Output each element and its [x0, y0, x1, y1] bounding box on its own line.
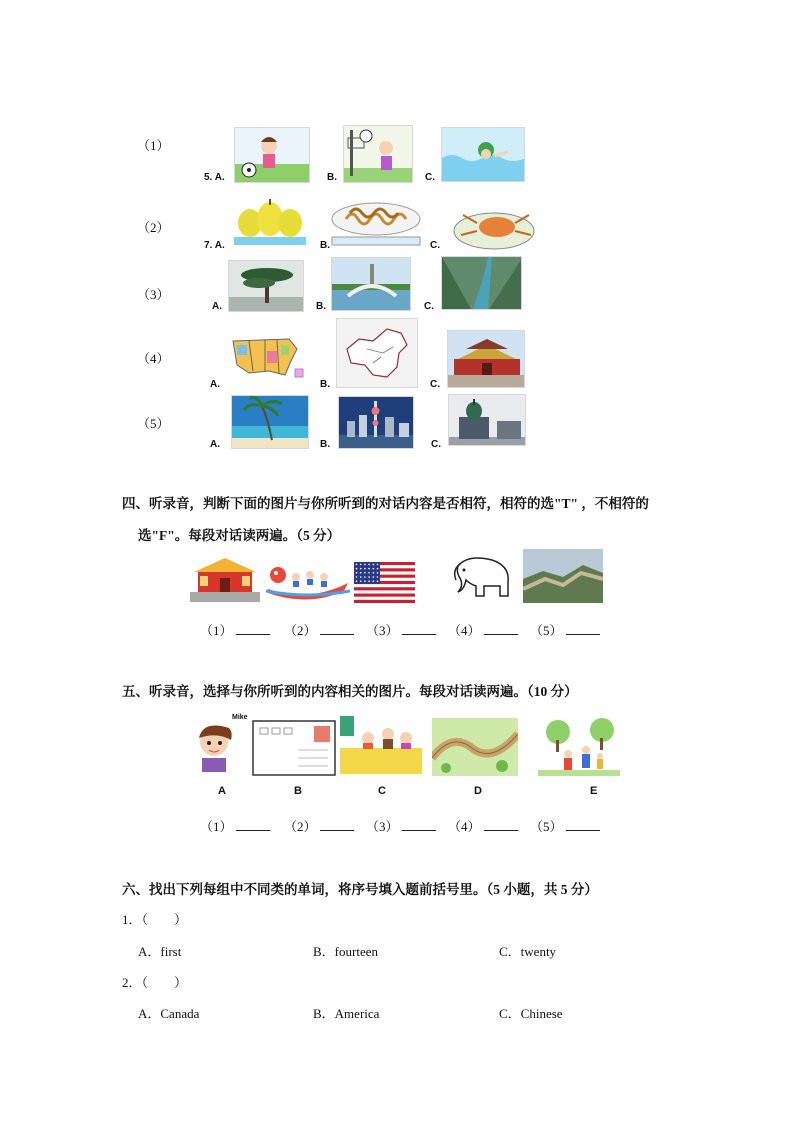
answer-blank-3[interactable]: （3）	[366, 816, 436, 835]
answer-blank-1[interactable]: （1）	[200, 816, 270, 835]
park-bridge-picture	[331, 257, 411, 311]
city-skyline-picture	[338, 396, 414, 449]
section-heading: 四、听录音，判断下面的图片与你所听到的对话内容是否相符，相符的选"T" ，不相符的	[122, 496, 649, 511]
answer-blank-4[interactable]: （4）	[448, 816, 518, 835]
boy-swimming-picture	[441, 127, 525, 182]
question-number: （3）	[137, 287, 170, 302]
family-dinner-picture	[338, 714, 424, 776]
answer-blank-2[interactable]: （2）	[284, 816, 354, 835]
china-map-picture	[336, 318, 418, 388]
option-b: B．America	[313, 1006, 380, 1021]
name-tag: Mike	[232, 714, 248, 721]
mike-boy-picture	[193, 716, 239, 774]
option-label: B.	[320, 439, 330, 450]
option-label: A.	[210, 439, 220, 450]
section-heading: 五、听录音，选择与你所听到的内容相关的图片。每段对话读两遍。（10 分）	[122, 684, 578, 699]
option-label: A.	[212, 301, 222, 312]
answer-blank-2[interactable]: （2）	[284, 620, 354, 639]
question-number: （5）	[137, 416, 170, 431]
picture-label-a: A	[218, 785, 226, 797]
cathedral-picture	[448, 394, 526, 446]
crab-dish-picture	[447, 205, 542, 252]
usa-flag-picture	[354, 562, 415, 603]
family-park-picture	[538, 718, 620, 776]
picture-label-d: D	[474, 785, 482, 797]
answer-blank-4[interactable]: （4）	[448, 620, 518, 639]
picture-label-c: C	[378, 785, 386, 797]
question-number: （4）	[137, 351, 170, 366]
girl-playing-football-picture	[234, 127, 310, 183]
question-number: （1）	[137, 138, 170, 153]
question-number: （2）	[137, 220, 170, 235]
option-label: C.	[424, 301, 434, 312]
chinese-restaurant-picture	[190, 550, 260, 602]
option-label: B.	[327, 172, 337, 183]
option-a: A．Canada	[138, 1006, 200, 1021]
option-label: B.	[320, 240, 330, 251]
great-wall-cartoon-picture	[432, 718, 518, 776]
picture-label-b: B	[294, 785, 302, 797]
usa-map-picture	[229, 331, 305, 383]
option-b: B．fourteen	[313, 944, 378, 959]
answer-blank-3[interactable]: （3）	[366, 620, 436, 639]
option-label: C.	[425, 172, 435, 183]
river-gorge-picture	[441, 256, 522, 310]
section-heading: 六、找出下列每组中不同类的单词，将序号填入题前括号里。（5 小题，共 5 分）	[122, 882, 598, 897]
option-label: 7. A.	[204, 240, 225, 251]
girl-playing-basketball-picture	[343, 125, 413, 183]
option-label: B.	[320, 379, 330, 390]
question-1-bracket[interactable]: 1．（ ）	[122, 912, 188, 927]
pine-tree-mountain-picture	[228, 260, 304, 312]
elephant-picture	[444, 552, 514, 602]
great-wall-picture	[523, 549, 603, 603]
picture-label-e: E	[590, 785, 598, 797]
answer-blank-5[interactable]: （5）	[530, 816, 600, 835]
option-label: C.	[430, 240, 440, 251]
postcard-picture	[252, 720, 336, 776]
tiananmen-picture	[447, 330, 525, 388]
option-label: B.	[316, 301, 326, 312]
question-2-bracket[interactable]: 2．（ ）	[122, 975, 188, 990]
dragon-boat-picture	[266, 551, 350, 603]
option-label: A.	[210, 379, 220, 390]
answer-blank-1[interactable]: （1）	[200, 620, 270, 639]
option-c: C．Chinese	[499, 1006, 563, 1021]
section-heading-continued: 选"F"。每段对话读两遍。（5 分）	[138, 528, 341, 543]
answer-blank-5[interactable]: （5）	[530, 620, 600, 639]
option-label: C.	[431, 439, 441, 450]
beach-palm-tree-picture	[231, 395, 309, 449]
option-label: 5. A.	[204, 172, 225, 183]
pears-picture	[232, 193, 308, 247]
option-a: A．first	[138, 944, 182, 959]
noodles-picture	[330, 197, 422, 247]
option-label: C.	[430, 379, 440, 390]
option-c: C．twenty	[499, 944, 557, 959]
